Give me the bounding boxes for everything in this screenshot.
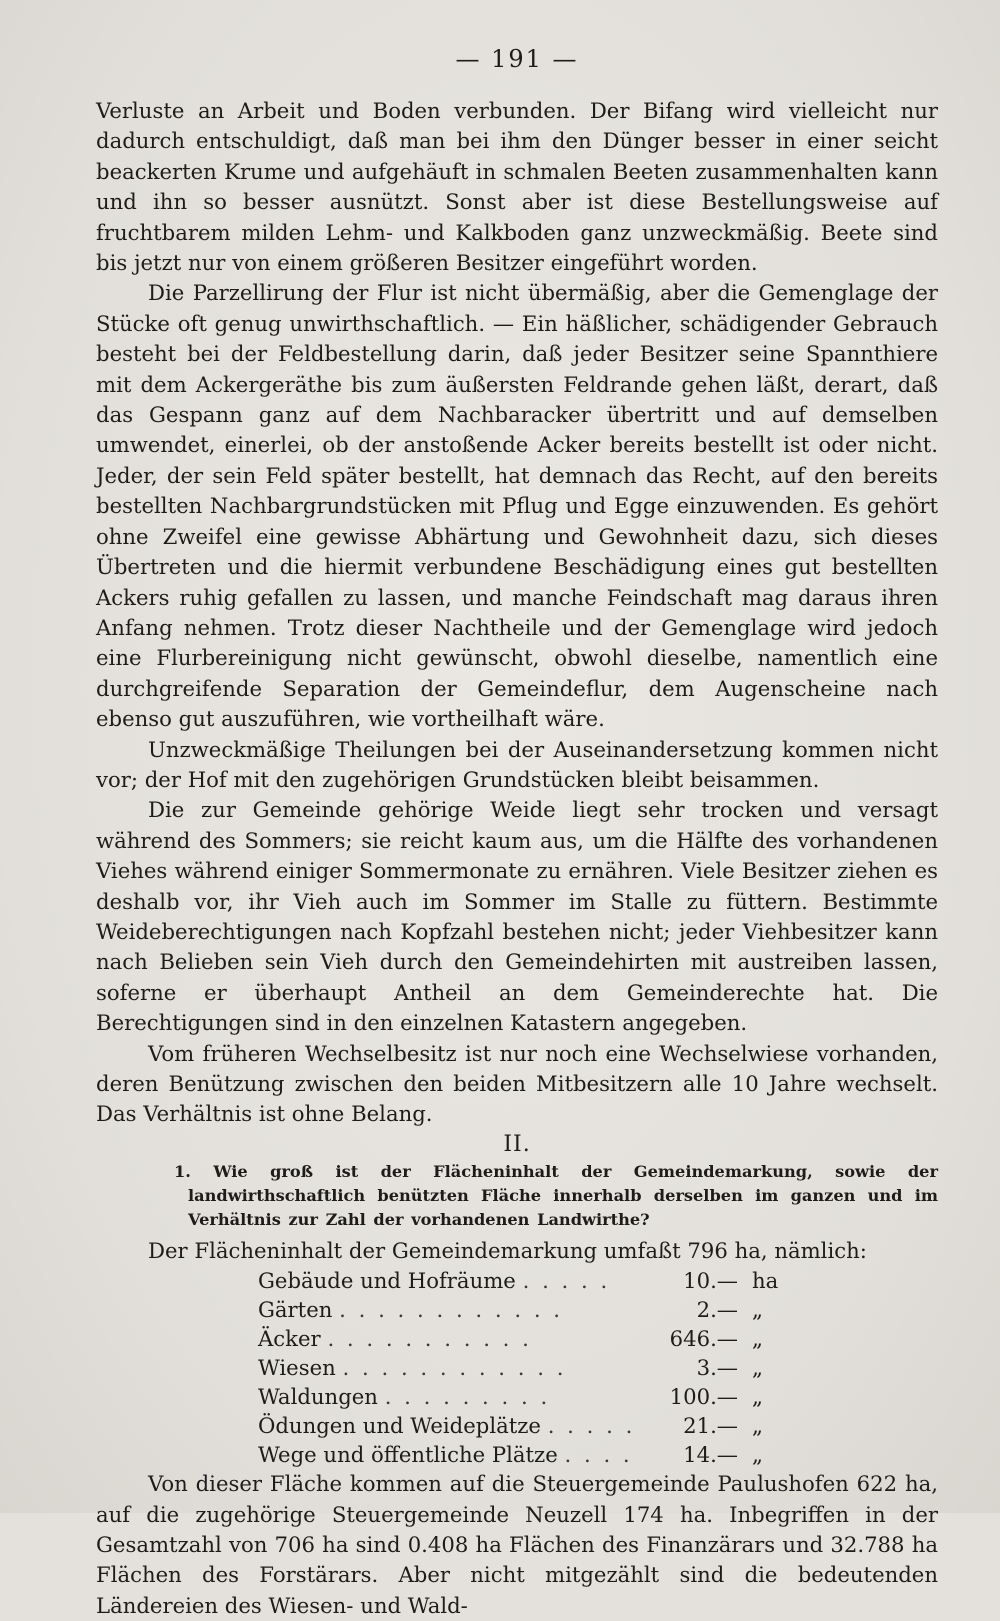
area-unit: „ — [752, 1442, 763, 1468]
area-table-row — [258, 1411, 822, 1440]
paragraph-3: Unzweckmäßige Theilungen bei der Auseinandersetzung kommen nicht vor; der Hof mit den zugehörigen Grundstücken bleibt beisammen. — [96, 736, 938, 792]
area-value: 14.— — [683, 1442, 738, 1468]
area-value: 10.— — [683, 1268, 738, 1294]
area-unit: ha — [752, 1268, 779, 1294]
dot-leader: . . . . . — [547, 1413, 636, 1439]
area-value: 646.— — [669, 1326, 738, 1352]
area-table-row — [258, 1266, 822, 1295]
section-question: 1. Wie groß ist der Flächeninhalt der Gemeindemarkung, sowie der landwirthschaftlich benützten Fläche innerhalb derselben im ganzen und im Verhältnis zur Zahl der vorhandenen Landwirthe? — [174, 1161, 938, 1229]
area-unit: „ — [752, 1355, 763, 1381]
area-table-row — [258, 1353, 822, 1382]
area-label: Äcker — [258, 1326, 321, 1352]
dot-leader: . . . . . . . . . . . . — [342, 1355, 567, 1381]
area-table-row — [258, 1295, 822, 1324]
area-table — [258, 1266, 822, 1469]
dot-leader: . . . . . . . . . . . — [327, 1326, 532, 1352]
dot-leader: . . . . . . . . . . . . — [339, 1297, 564, 1323]
paragraph-4: Die zur Gemeinde gehörige Weide liegt sehr trocken und versagt während des Sommers; sie reicht kaum aus, um die Hälfte des vorhandenen Viehes während einiger Sommermonate zu ernähren. Viele Besitzer ziehen es deshalb vor, ihr Vieh auch im Sommer im Stalle zu füttern. Bestimmte Weideberechtigungen nach Kopfzahl bestehen nicht; jeder Viehbesitzer kann nach Belieben sein Vieh durch den Gemeindehirten mit austreiben lassen, soferne er überhaupt Antheil an dem Gemeinderechte hat. Die Berechtigungen sind in den einzelnen Katastern angegeben. — [96, 797, 938, 1036]
area-label: Gärten — [258, 1297, 333, 1323]
paragraph-1: Verluste an Arbeit und Boden verbunden. Der Bifang wird vielleicht nur dadurch entschuldigt, daß man bei ihm den Dünger besser in einer seicht beackerten Krume und aufgehäuft in schmalen Beeten zusammenhalten kann und ihn so besser ausnützt. Sonst aber ist diese Bestellungsweise auf fruchtbarem milden Lehm- und Kalkboden ganz unzweckmäßig. Beete sind bis jetzt nur von einem größeren Besitzer eingeführt worden. — [96, 98, 938, 276]
area-value: 21.— — [683, 1413, 738, 1439]
area-unit: „ — [752, 1326, 763, 1352]
area-intro: Der Flächeninhalt der Gemeindemarkung umfaßt 796 ha, nämlich: — [148, 1237, 867, 1263]
area-value: 3.— — [696, 1355, 738, 1381]
paragraph-6: Von dieser Fläche kommen auf die Steuergemeinde Paulushofen 622 ha, auf die zugehörige Steuergemeinde Neuzell 174 ha. Inbegriffen in der Gesamtzahl von 706 ha sind 0.408 ha Flächen des Finanzärars und 32.788 ha Flächen des Forstärars. Aber nicht mitgezählt sind die bedeutenden Ländereien des Wiesen- und Wald- — [96, 1471, 938, 1618]
area-unit: „ — [752, 1413, 763, 1439]
area-label: Gebäude und Hofräume — [258, 1268, 516, 1294]
area-label: Wiesen — [258, 1355, 336, 1381]
dot-leader: . . . . . — [522, 1268, 611, 1294]
section-heading: II. — [503, 1131, 531, 1157]
area-table-row — [258, 1440, 822, 1469]
dot-leader: . . . . — [564, 1442, 633, 1468]
area-value: 2.— — [696, 1297, 738, 1323]
area-value: 100.— — [669, 1384, 738, 1410]
area-unit: „ — [752, 1297, 763, 1323]
page-number: — 191 — — [455, 45, 579, 73]
paragraph-5: Vom früheren Wechselbesitz ist nur noch eine Wechselwiese vorhanden, deren Benützung zwischen den beiden Mitbesitzern alle 10 Jahre wechselt. Das Verhältnis ist ohne Belang. — [96, 1040, 938, 1127]
area-table-row — [258, 1382, 822, 1411]
area-label: Wege und öffentliche Plätze — [258, 1442, 558, 1468]
dot-leader: . . . . . . . . . — [384, 1384, 551, 1410]
area-unit: „ — [752, 1384, 763, 1410]
area-table-row — [258, 1324, 822, 1353]
area-label: Ödungen und Weideplätze — [258, 1413, 541, 1439]
area-label: Waldungen — [258, 1384, 378, 1410]
paragraph-2: Die Parzellirung der Flur ist nicht übermäßig, aber die Gemenglage der Stücke oft genug unwirthschaftlich. — Ein häßlicher, schädigender Gebrauch besteht bei der Feldbestellung darin, daß jeder Besitzer seine Spannthiere mit dem Ackergeräthe bis zum äußersten Feldrande gehen läßt, derart, daß das Gespann ganz auf dem Nachbaracker übertritt und auf demselben umwendet, einerlei, ob der anstoßende Acker bereits bestellt ist oder nicht. Jeder, der sein Feld später bestellt, hat demnach das Recht, auf den bereits bestellten Nachbargrundstücken mit Pflug und Egge einzuwenden. Es gehört ohne Zweifel eine gewisse Abhärtung und Gewohnheit dazu, sich dieses Übertreten und die hiermit verbundene Beschädigung eines gut bestellten Ackers ruhig gefallen zu lassen, und manche Feindschaft mag daraus ihren Anfang nehmen. Trotz dieser Nachtheile und der Gemenglage wird jedoch eine Flurbereinigung nicht gewünscht, obwohl dieselbe, namentlich eine durchgreifende Separation der Gemeindeflur, dem Augenscheine nach ebenso gut auszuführen, wie vortheilhaft wäre. — [96, 280, 938, 732]
